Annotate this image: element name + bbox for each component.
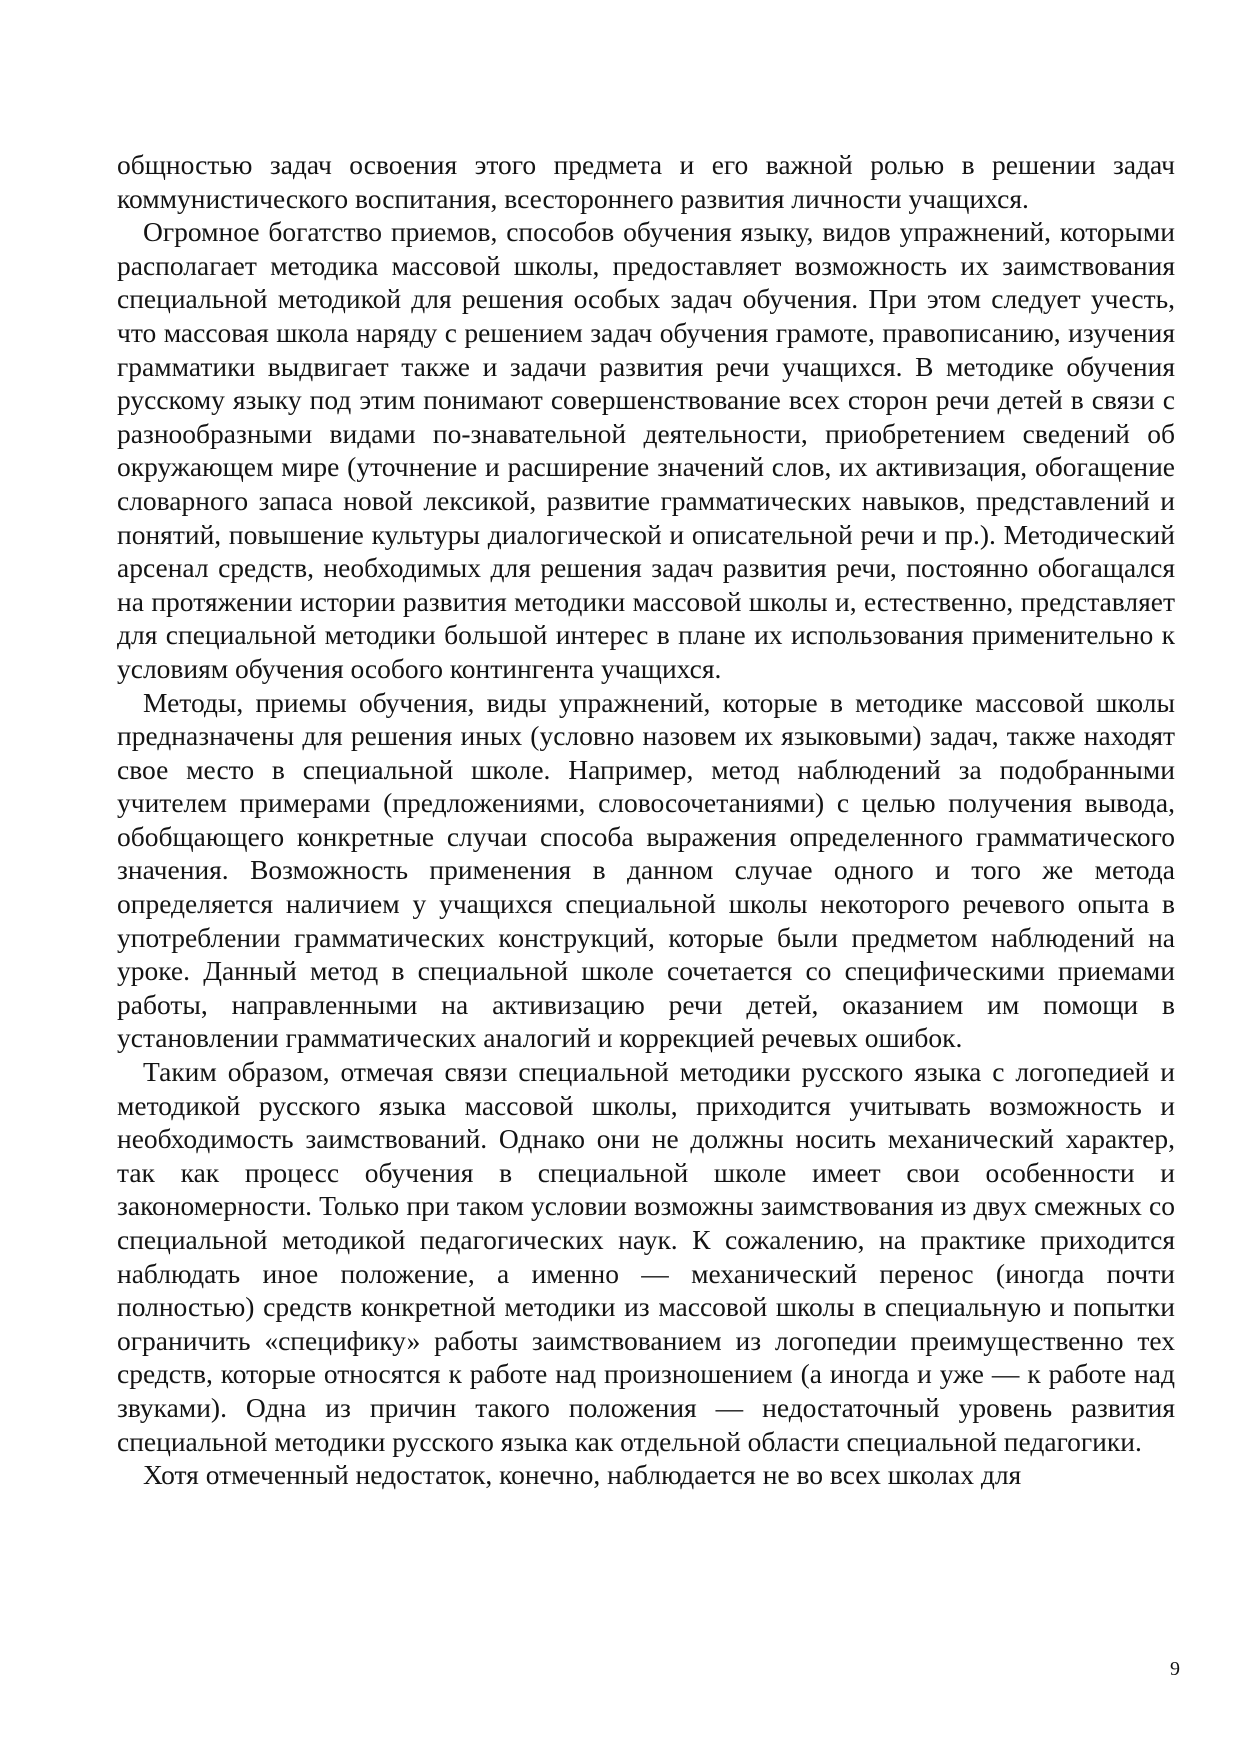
paragraph-2: Огромное богатство приемов, способов обучения языку, видов упражнений, которыми располагает методика массовой школы, предоставляет возможность их заимствования специальной методикой для решения особых задач обучения. При этом следует учесть, что массовая школа наряду с решением задач обучения грамоте, правописанию, изучения грамматики выдвигает также и задачи развития речи учащихся. В методике обучения русскому языку под этим понимают совершенствование всех сторон речи детей в связи с разнообразными видами по-знавательной деятельности, приобретением сведений об окружающем мире (уточнение и расширение значений слов, их активизация, обогащение словарного запаса новой лексикой, развитие грамматических навыков, представлений и понятий, повышение культуры диалогической и описательной речи и пр.). Методический арсенал средств, необходимых для решения задач развития речи, постоянно обогащался на протяжении истории развития методики массовой школы и, естественно, представляет для специальной методики большой интерес в плане их использования применительно к условиям обучения особого контингента учащихся.	[117, 216, 1175, 684]
page-body	[117, 148, 1175, 1492]
page-number: 9	[1170, 1658, 1180, 1680]
paragraph-5: Хотя отмеченный недостаток, конечно, наблюдается не во всех школах для	[143, 1459, 1022, 1491]
paragraph-1: общностью задач освоения этого предмета и его важной ролью в решении задач коммунистического воспитания, всестороннего развития личности учащихся.	[117, 149, 1175, 214]
paragraph-4: Таким образом, отмечая связи специальной методики русского языка с логопедией и методикой русского языка массовой школы, приходится учитывать возможность и необходимость заимствований. Однако они не должны носить механический характер, так как процесс обучения в специальной школе имеет свои особенности и закономерности. Только при таком условии возможны заимствования из двух смежных со специальной методикой педагогических наук. К сожалению, на практике приходится наблюдать иное положение, а именно — механический перенос (иногда почти полностью) средств конкретной методики из массовой школы в специальную и попытки ограничить «специфику» работы заимствованием из логопедии преимущественно тех средств, которые относятся к работе над произношением (а иногда и уже — к работе над звуками). Одна из причин такого положения — недостаточный уровень развития специальной методики русского языка как отдельной области специальной педагогики.	[117, 1056, 1175, 1457]
paragraph-3: Методы, приемы обучения, виды упражнений, которые в методике массовой школы предназначены для решения иных (условно назовем их языковыми) задач, также находят свое место в специальной школе. Например, метод наблюдений за подобранными учителем примерами (предложениями, словосочетаниями) с целью получения вывода, обобщающего конкретные случаи способа выражения определенного грамматического значения. Возможность применения в данном случае одного и того же метода определяется наличием у учащихся специальной школы некоторого речевого опыта в употреблении грамматических конструкций, которые были предметом наблюдений на уроке. Данный метод в специальной школе сочетается со специфическими приемами работы, направленными на активизацию речи детей, оказанием им помощи в установлении грамматических аналогий и коррекцией речевых ошибок.	[117, 686, 1175, 1054]
